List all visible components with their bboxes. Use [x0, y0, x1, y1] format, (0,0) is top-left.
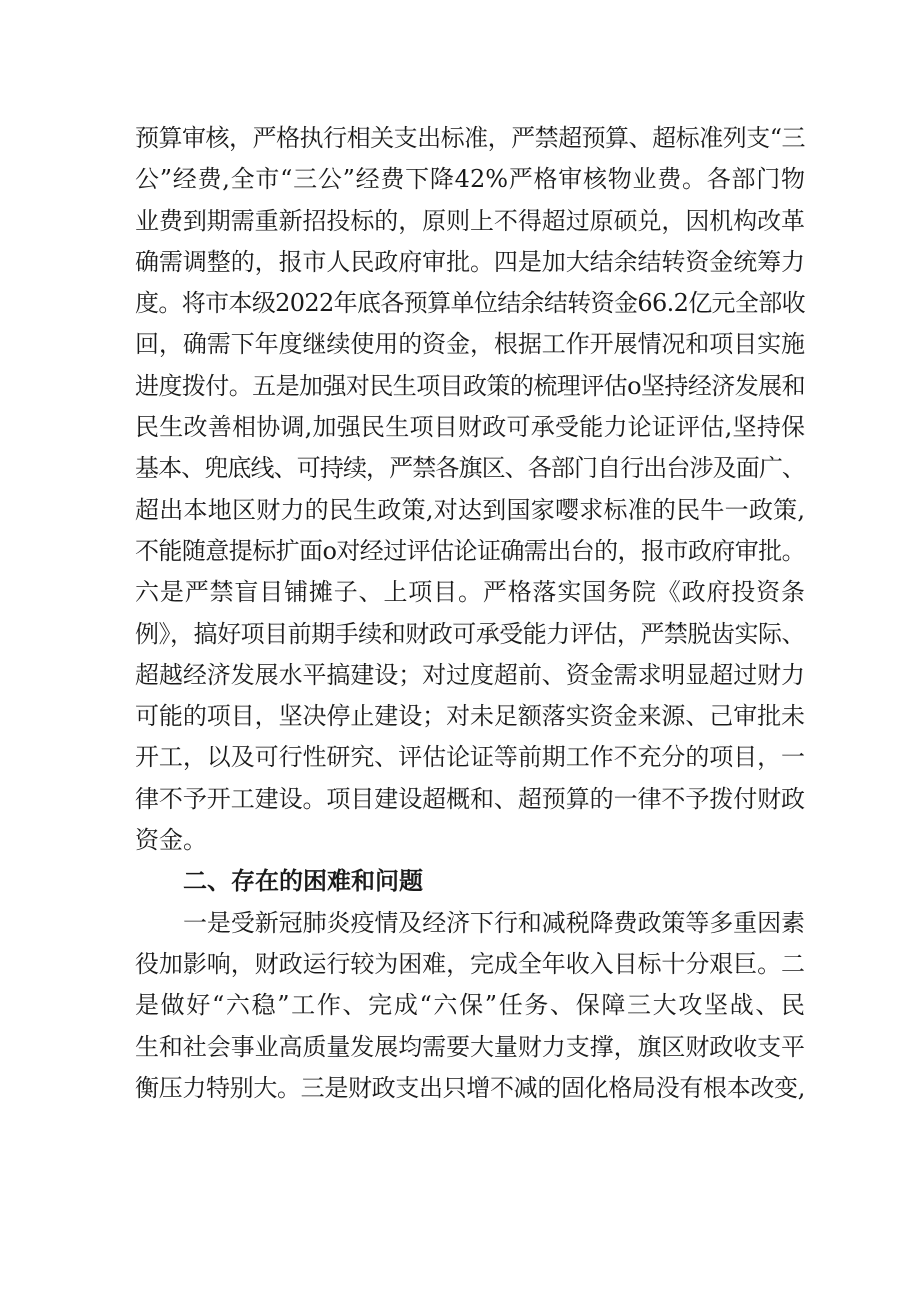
paragraph-line: 回，确需下年度继续使用的资金，根据工作开展情况和项目实施 — [135, 330, 805, 359]
paragraph-line: 例》，搞好项目前期手续和财政可承受能力评估，严禁脱齿实际、 — [135, 619, 805, 648]
paragraph-line: 度。将市本级2022年底各预算单位结余结转资金66.2亿元全部收 — [135, 289, 805, 318]
paragraph-line: 生和社会事业高质量发展均需要大量财力支撑，旗区财政收支平 — [135, 1032, 805, 1061]
document-body — [135, 118, 805, 1109]
paragraph-line: 进度拨付。五是加强对民生项目政策的梳理评估o坚持经济发展和 — [135, 371, 805, 400]
paragraph-line: 律不予开工建设。项目建设超概和、超预算的一律不予拨付财政 — [135, 784, 805, 813]
paragraph-line: 六是严禁盲目铺摊子、上项目。严格落实国务院《政府投资条 — [135, 578, 805, 607]
paragraph-line: 资金。 — [135, 826, 207, 855]
paragraph-line: 衡压力特别大。三是财政支出只增不减的固化格局没有根本改变, — [135, 1073, 805, 1102]
paragraph-line: 是做好“六稳”工作、完成“六保”任务、保障三大攻坚战、民 — [135, 991, 805, 1020]
paragraph-line: 不能随意提标扩面o对经过评估论证确需出台的，报市政府审批。 — [135, 536, 805, 565]
paragraph-line: 公”经费,全市“三公”经费下降42%严格审核物业费。各部门物 — [135, 165, 805, 194]
section-heading: 二、存在的困难和问题 — [183, 867, 423, 896]
paragraph-line: 超出本地区财力的民生政策,对达到国家嘤求标准的民牛一政策, — [135, 495, 805, 524]
paragraph-line: 确需调整的，报市人民政府审批。四是加大结余结转资金统筹力 — [135, 247, 805, 276]
paragraph-line: 超越经济发展水平搞建设；对过度超前、资金需求明显超过财力 — [135, 660, 805, 689]
paragraph-line: 基本、兜底线、可持续，严禁各旗区、各部门自行出台涉及面广、 — [135, 454, 805, 483]
paragraph-line: 民生改善相协调,加强民生项目财政可承受能力论证评估,坚持保 — [135, 413, 805, 442]
paragraph-line: 业费到期需重新招投标的，原则上不得超过原硕兑，因机构改革 — [135, 206, 805, 235]
paragraph-line: 役加影响，财政运行较为困难，完成全年收入目标十分艰巨。二 — [135, 949, 805, 978]
paragraph-line: 预算审核，严格执行相关支出标准，严禁超预算、超标准列支“三 — [135, 124, 805, 152]
paragraph-line: 开工，以及可行性研究、评估论证等前期工作不充分的项目，一 — [135, 743, 805, 772]
paragraph-line: 一是受新冠肺炎疫情及经济下行和减税降费政策等多重因素 — [183, 908, 805, 937]
paragraph-line: 可能的项目，坚决停止建设；对未足额落实资金来源、己审批未 — [135, 702, 805, 731]
